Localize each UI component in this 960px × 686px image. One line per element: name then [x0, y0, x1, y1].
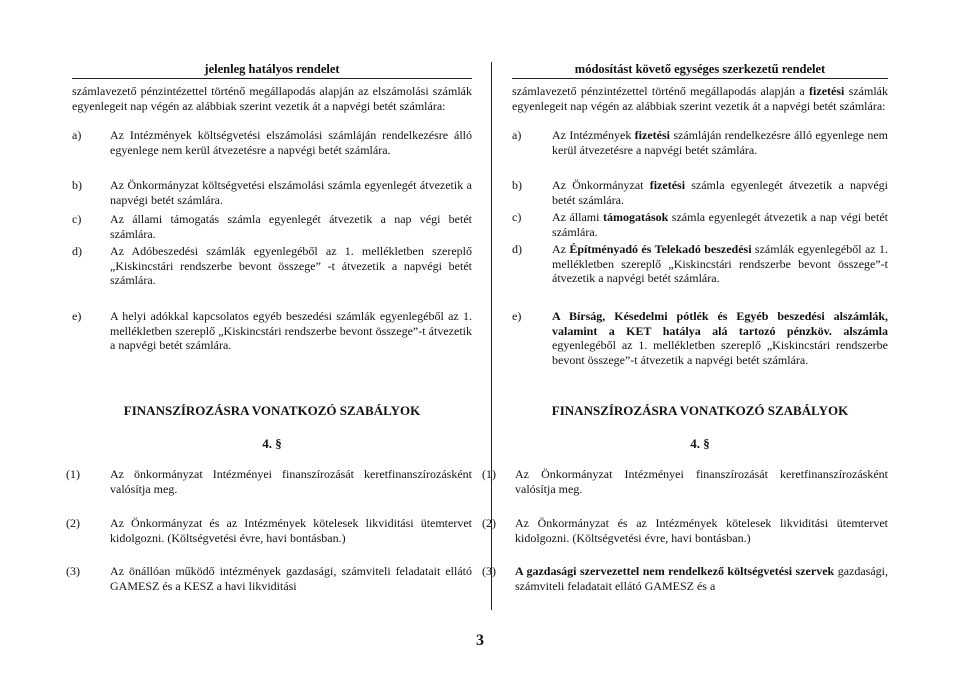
right-item-d-bold: Építményadó és Telekadó beszedési [569, 242, 752, 256]
left-section-title: FINANSZÍROZÁSRA VONATKOZÓ SZABÁLYOK [123, 403, 421, 418]
right-section-title: FINANSZÍROZÁSRA VONATKOZÓ SZABÁLYOK [551, 403, 849, 418]
right-intro-bold: fizetési [809, 84, 845, 98]
right-item-d [552, 242, 888, 286]
right-item-label-b: b) [512, 178, 522, 192]
right-point-number-3: (3) [482, 564, 496, 578]
left-item-a: Az Intézmények költségvetési elszámolási számláján rendelkezésre álló egyenlege nem kerül átvezetésre a napvégi betét számlára. [110, 128, 472, 157]
right-header-rule [512, 78, 888, 79]
left-intro: számlavezető pénzintézettel történő megállapodás alapján az elszámolási számlák egyenlegeit nap végén az alábbiak szerint vezetik át a napvégi betét számlára: [72, 84, 472, 113]
left-item-d: Az Adóbeszedési számlák egyenlegéből az 1. mellékletben szereplő „Kiskincstári rendszerbe bevont összege” -t átvezetik a napvégi betét számlára. [110, 244, 472, 287]
left-item-c: Az állami támogatás számla egyenlegét átvezetik a nap végi betét számlára. [110, 212, 472, 241]
right-item-d-text-2: számlák egyenlegéből az 1. mellékletben szereplő „Kiskincstári rendszerbe bevont összege”-t átvezetik a napvégi betét számlára. [552, 242, 888, 285]
right-section-number: 4. § [690, 436, 710, 451]
right-intro-text-1: számlavezető pénzintézettel történő megállapodás alapján a [512, 84, 810, 98]
left-header-rule [72, 78, 472, 79]
left-item-label-d: d) [72, 244, 82, 258]
right-item-c-bold: támogatások [602, 210, 669, 224]
right-intro-text-2: számlák egyenlegeit nap végén az alábbiak szerint vezetik át a napvégi betét számlára: [512, 84, 888, 113]
left-point-number-2: (2) [66, 516, 80, 530]
right-item-e [552, 309, 888, 367]
right-point-number-1: (1) [482, 467, 496, 481]
right-column-header: módosítást követő egységes szerkezetű rendelet [574, 62, 826, 76]
right-item-a-bold: fizetési [634, 128, 670, 142]
right-item-b-text-2: számla egyenlegét átvezetik a napvégi betét számlára. [552, 178, 888, 207]
left-item-label-b: b) [72, 178, 82, 192]
left-item-label-c: c) [72, 212, 82, 226]
left-section-number: 4. § [262, 436, 282, 451]
right-item-a-text-2: számláján rendelkezésre álló egyenlege nem kerül átvezetésre a napvégi betét számlára. [552, 128, 888, 157]
right-point-number-2: (2) [482, 516, 496, 530]
right-point-2: Az Önkormányzat és az Intézmények kötelesek likviditási ütemtervet kidolgozni. (Költségvetési évre, havi bontásban.) [515, 516, 888, 545]
right-point-3-text: gazdasági, számviteli feladatait ellátó GAMESZ és a [515, 564, 889, 593]
left-point-3: Az önállóan működő intézmények gazdasági, számviteli feladatait ellátó GAMESZ és a KESZ a havi likviditási [110, 564, 472, 593]
right-item-label-d: d) [512, 242, 522, 256]
right-item-a [552, 128, 888, 157]
right-intro [512, 84, 888, 113]
left-item-e: A helyi adókkal kapcsolatos egyéb beszedési számlák egyenlegéből az 1. mellékletben szereplő „Kiskincstári rendszerbe bevont összege”-t átvezetik a napvégi betét számlára. [110, 309, 472, 352]
right-item-d-text-1: Az [552, 242, 570, 256]
right-point-3-bold: A gazdasági szervezettel nem rendelkező költségvetési szervek [515, 564, 835, 578]
left-point-number-1: (1) [66, 467, 80, 481]
page-number: 3 [476, 632, 484, 649]
right-item-e-bold: A Bírság, Késedelmi pótlék és Egyéb beszedési alszámlák, valamint a KET hatálya alá tartozó pénzköv. alszámla [552, 309, 888, 338]
left-point-2: Az Önkormányzat és az Intézmények kötelesek likviditási ütemtervet kidolgozni. (Költségvetési évre, havi bontásban.) [110, 516, 472, 545]
right-item-c [552, 210, 888, 239]
left-point-number-3: (3) [66, 564, 80, 578]
right-point-1: Az Önkormányzat Intézményei finanszírozását keretfinanszírozásként valósítja meg. [515, 467, 888, 496]
right-item-b-bold: fizetési [649, 178, 686, 192]
right-item-e-text: egyenlegéből az 1. mellékletben szereplő „Kiskincstári rendszerbe bevont összege”-t átvezetik a napvégi betét számlára. [552, 338, 888, 367]
right-item-b-text-1: Az Önkormányzat [552, 178, 650, 192]
right-item-a-text-1: Az Intézmények [552, 128, 635, 142]
left-column-header: jelenleg hatályos rendelet [204, 62, 340, 76]
right-item-label-e: e) [512, 309, 522, 323]
right-point-3 [515, 564, 888, 593]
right-item-b [552, 178, 888, 207]
right-item-label-c: c) [512, 210, 522, 224]
right-item-c-text-1: Az állami [552, 210, 603, 224]
right-item-label-a: a) [512, 128, 522, 142]
left-item-label-a: a) [72, 128, 82, 142]
left-item-label-e: e) [72, 309, 82, 323]
left-item-b: Az Önkormányzat költségvetési elszámolási számla egyenlegét átvezetik a napvégi betét számlára. [110, 178, 472, 207]
right-item-c-text-2: számla egyenlegét átvezetik a nap végi betét számlára. [552, 210, 888, 239]
left-point-1: Az önkormányzat Intézményei finanszírozását keretfinanszírozásként valósítja meg. [110, 467, 472, 496]
